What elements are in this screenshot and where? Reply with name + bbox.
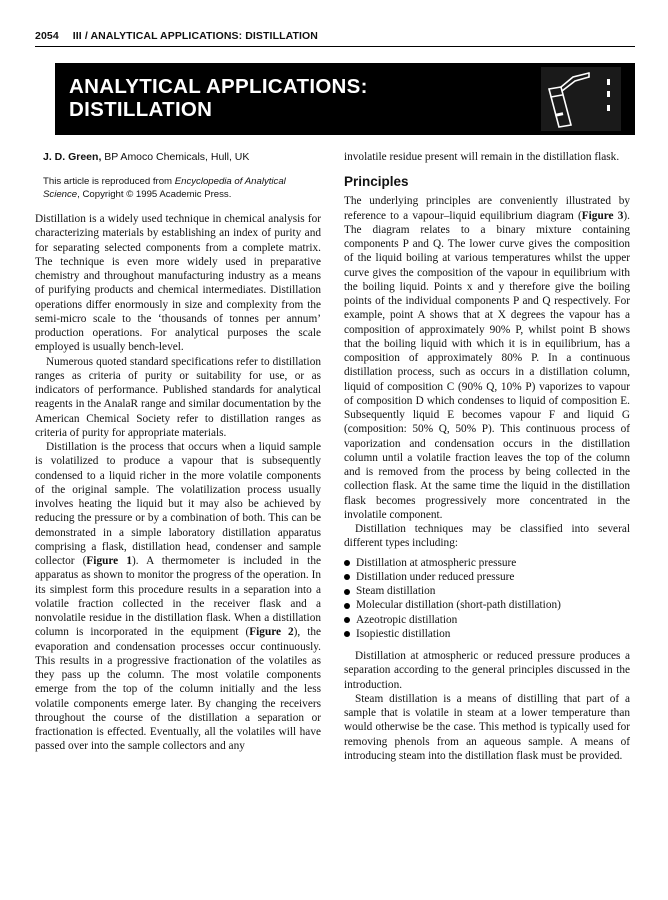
list-item bbox=[344, 570, 630, 584]
list-item-text: Azeotropic distillation bbox=[356, 613, 458, 626]
author-affiliation: BP Amoco Chemicals, Hull, UK bbox=[104, 151, 250, 163]
list-item-text: Distillation under reduced pressure bbox=[356, 570, 515, 583]
reproduction-note bbox=[43, 175, 321, 201]
figure-1-reference[interactable]: Figure 1 bbox=[86, 555, 132, 567]
paragraph-3-part-b: ). A thermometer is included in the apparatus as shown to monitor the progress of the operation. In its simplest form this procedure results in a separation into a volatile fraction collected in the receiver flask and a nonvolatile residue in the distillation flask. When a distillation column is incorporated in the equipment ( bbox=[35, 555, 321, 639]
header-rule bbox=[35, 46, 635, 47]
bullet-icon bbox=[344, 560, 350, 566]
list-item bbox=[344, 627, 630, 641]
paragraph-3 bbox=[35, 440, 321, 754]
figure-3-reference[interactable]: Figure 3 bbox=[581, 209, 624, 222]
bullet-icon bbox=[344, 574, 350, 580]
list-item bbox=[344, 556, 630, 570]
paragraph-6: Distillation at atmospheric or reduced pressure produces a separation according to the general principles discussed in the introduction. bbox=[344, 650, 630, 691]
paragraph-3-part-a: Distillation is the process that occurs when a liquid sample is volatilized to produce a vapour that is subsequently condensed to a liquid richer in the more volatile components of the original sample. The volatilization process usually involves heating the liquid but it may also be achieved by reducing the pressure or by a combination of both. This can be demonstrated in a simple laboratory distillation apparatus comprising a flask, distillation head, condenser and sample collector ( bbox=[35, 441, 321, 567]
paragraph-4-part-a: The underlying principles are conveniently illustrated by reference to a vapour–liquid equilibrium diagram ( bbox=[344, 195, 630, 222]
section-heading-principles: Principles bbox=[344, 174, 409, 190]
list-item bbox=[344, 613, 630, 627]
bullet-icon bbox=[344, 617, 350, 623]
paragraph-3-part-c: ), the evaporation and condensation processes occur continuously. This results in a progressive fractionation of the volatiles as they pass up the column. The most volatile components emerge from the top of the column initially and the less volatile components emerge later. By changing the receivers throughout the course of the distillation a separation or fractionation is effected. Eventually, all the volatiles will have passed over into the sample collectors and any bbox=[35, 626, 321, 753]
technique-list bbox=[344, 556, 630, 642]
title-line-2: DISTILLATION bbox=[69, 98, 213, 121]
figure-2-reference[interactable]: Figure 2 bbox=[249, 626, 294, 639]
author-line bbox=[43, 150, 321, 164]
paragraph-7: Steam distillation is a means of distilling that part of a sample that is volatile in steam at a lower temperature than would otherwise be the case. This method is typically used for removing phenols from an aqueous sample. A means of introducing steam into the distillation flask must be provided. bbox=[344, 692, 630, 762]
article-title bbox=[69, 75, 368, 121]
list-item bbox=[344, 584, 630, 598]
list-item-text: Steam distillation bbox=[356, 585, 436, 597]
right-column bbox=[344, 150, 630, 763]
paragraph-continued: involatile residue present will remain in the distillation flask. bbox=[344, 151, 620, 163]
paragraph-4-part-b: ). The diagram relates to a binary mixture containing components P and Q. The lower curve gives the composition of the liquid boiling at various temperatures whilst the upper curve gives the composition of the vapour in equilibrium with the boiling liquid. Points x and y therefore give the boiling points of the individual components P and Q respectively. For example, point A shows that at X degrees the vapour has a composition of approximately 90% P, whilst point B shows that the boiling liquid with which it is in equilibrium, has a composition of approximately 80% P. In a continuous distillation process, such as occurs in a distillation column, liquid of composition C (90% Q, 10% P) vaporizes to vapour of composition D which condenses to liquid of composition E. Subsequently liquid E becomes vapour F and liquid G (composition: 50% Q, 50% P). This continuous process of vaporization and condensation occurs in the distillation column until a volatile fraction leaves the top of the column and is removed from the process by being collected in the collection flask. At the same time the liquid in the distillation flask becomes progressively more concentrated in the involatile component. bbox=[344, 209, 630, 521]
author-name: J. D. Green, bbox=[43, 151, 102, 163]
title-banner bbox=[55, 63, 635, 135]
list-item bbox=[344, 598, 630, 612]
list-item-text: Isopiestic distillation bbox=[356, 627, 451, 640]
running-head-section: III / ANALYTICAL APPLICATIONS: DISTILLATION bbox=[72, 30, 318, 42]
title-line-1: ANALYTICAL APPLICATIONS: bbox=[69, 75, 368, 98]
bullet-icon bbox=[344, 589, 350, 595]
bullet-icon bbox=[344, 603, 350, 609]
running-head bbox=[35, 30, 635, 42]
paragraph-4 bbox=[344, 194, 630, 522]
note-source: Encyclopedia of Analytical Science bbox=[43, 176, 286, 200]
paragraph-2: Numerous quoted standard specifications refer to distillation ranges as criteria of purity or suitability for use, or as indicators of performance. Published standards for analytical reagents in the AnalaR range and similar documentation by the American Chemical Society refer to distillation ranges as criteria of purity for appropriate materials. bbox=[35, 355, 321, 439]
left-column bbox=[35, 150, 321, 754]
note-text-2: , Copyright © 1995 Academic Press. bbox=[77, 189, 232, 200]
list-item-text: Molecular distillation (short-path distillation) bbox=[356, 599, 561, 612]
note-text-1: This article is reproduced from bbox=[43, 176, 175, 187]
paragraph-1: Distillation is a widely used technique in chemical analysis for characterizing materials by establishing an index of purity and for separating selected components from a complete matrix. The technique is even more widely used in preparative chemistry and throughout manufacturing industry as a means of purifying products and chemical intermediates. Distillation operations differ enormously in size and complexity from the semi-micro scale to the ‘thousands of tonnes per annum’ production operations. For analytical purposes the scale employed is usually bench-level. bbox=[35, 213, 321, 354]
test-tube-icon bbox=[515, 67, 625, 131]
page-number: 2054 bbox=[35, 30, 59, 42]
paragraph-5: Distillation techniques may be classified into several different types including: bbox=[344, 523, 630, 550]
list-item-text: Distillation at atmospheric pressure bbox=[356, 556, 517, 569]
bullet-icon bbox=[344, 631, 350, 637]
